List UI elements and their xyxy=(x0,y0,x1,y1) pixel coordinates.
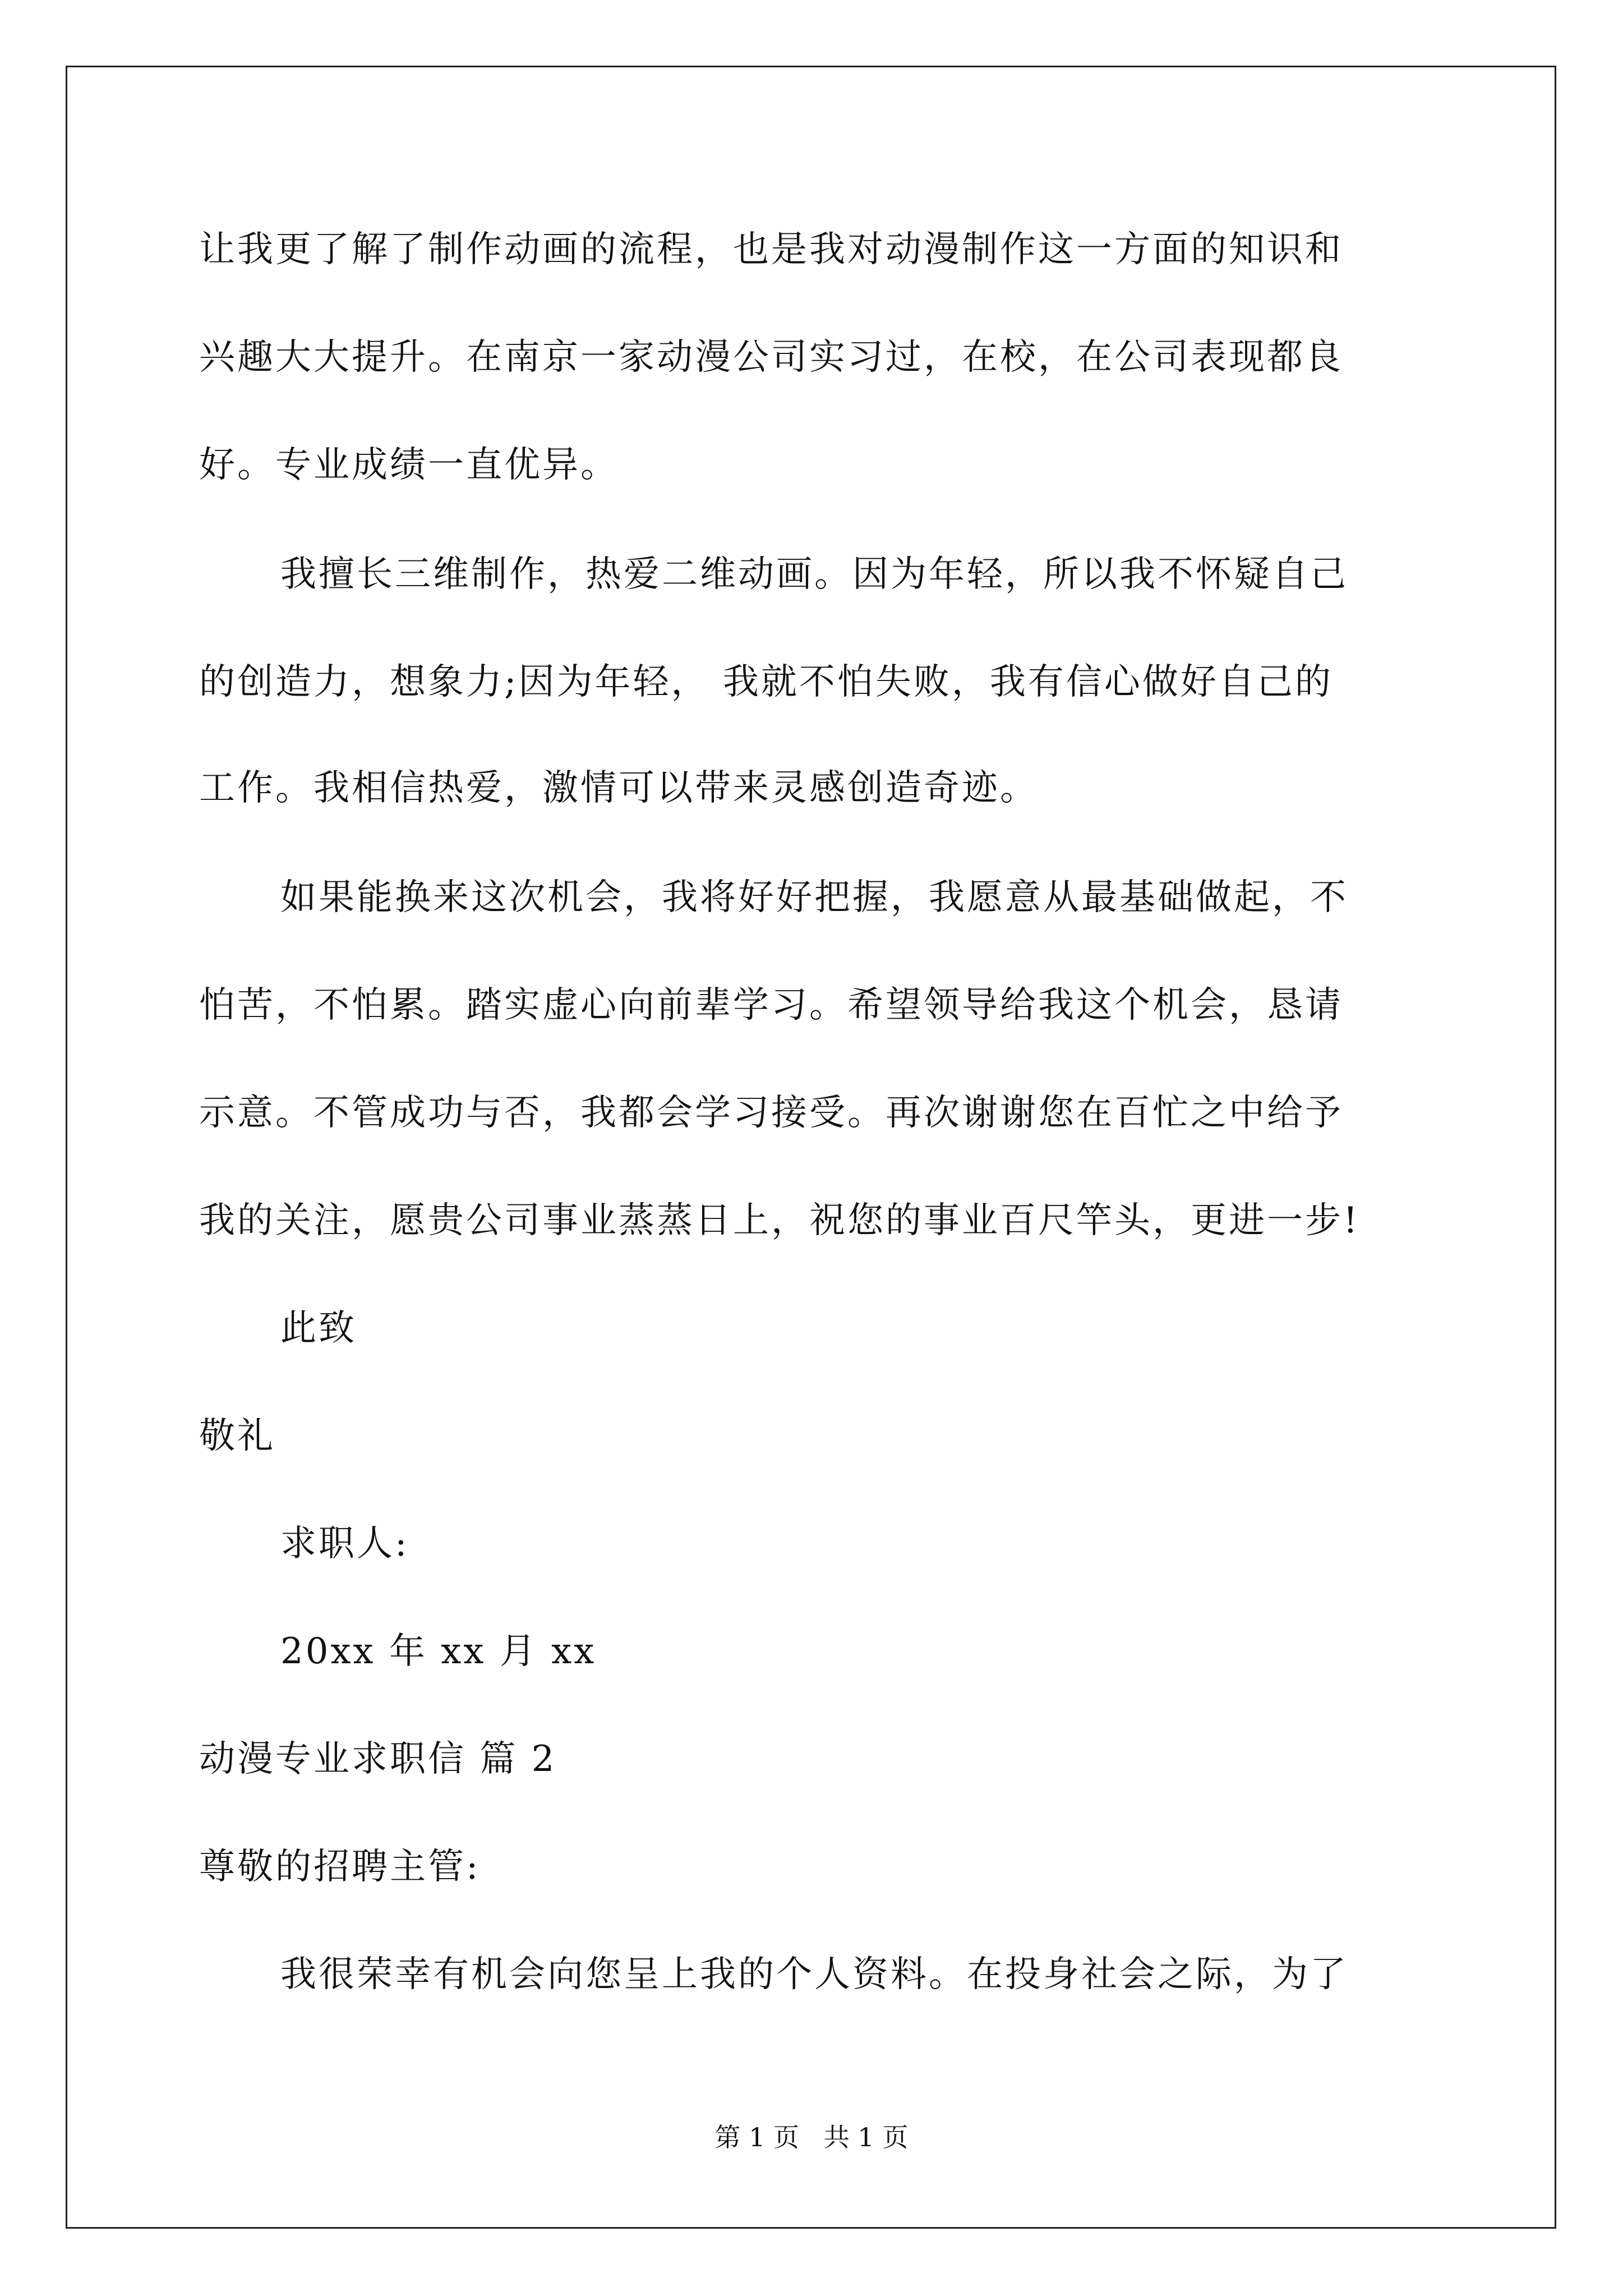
body-line: 的创造力，想象力;因为年轻， 我就不怕失败，我有信心做好自己的 xyxy=(199,661,1333,703)
body-line: 好。专业成绩一直优异。 xyxy=(199,444,619,486)
closing-salutation: 此致 xyxy=(280,1308,357,1349)
body-line: 怕苦，不怕累。踏实虚心向前辈学习。希望领导给我这个机会，恳请 xyxy=(199,984,1343,1026)
body-line: 示意。不管成功与否，我都会学习接受。再次谢谢您在百忙之中给予 xyxy=(199,1092,1343,1134)
body-line: 兴趣大大提升。在南京一家动漫公司实习过，在校，在公司表现都良 xyxy=(199,337,1343,378)
body-line: 我擅长三维制作，热爱二维动画。因为年轻，所以我不怀疑自己 xyxy=(280,554,1348,595)
greeting: 尊敬的招聘主管: xyxy=(199,1846,481,1888)
body-line: 如果能换来这次机会，我将好好把握，我愿意从最基础做起，不 xyxy=(280,877,1348,918)
section-heading: 动漫专业求职信 篇 2 xyxy=(199,1738,557,1780)
page-border xyxy=(66,66,1556,2229)
signature-date: 20xx 年 xx 月 xx xyxy=(280,1631,597,1672)
body-line: 工作。我相信热爱，激情可以带来灵感创造奇迹。 xyxy=(199,767,1038,809)
page-footer: 第 1 页 共 1 页 xyxy=(714,2122,909,2152)
body-line: 我很荣幸有机会向您呈上我的个人资料。在投身社会之际，为了 xyxy=(280,1954,1348,1995)
body-line: 我的关注，愿贵公司事业蒸蒸日上，祝您的事业百尺竿头，更进一步! xyxy=(199,1200,1360,1241)
signature-label: 求职人: xyxy=(280,1523,409,1565)
body-line: 让我更了解了制作动画的流程，也是我对动漫制作这一方面的知识和 xyxy=(199,229,1343,270)
closing-regards: 敬礼 xyxy=(199,1415,275,1457)
